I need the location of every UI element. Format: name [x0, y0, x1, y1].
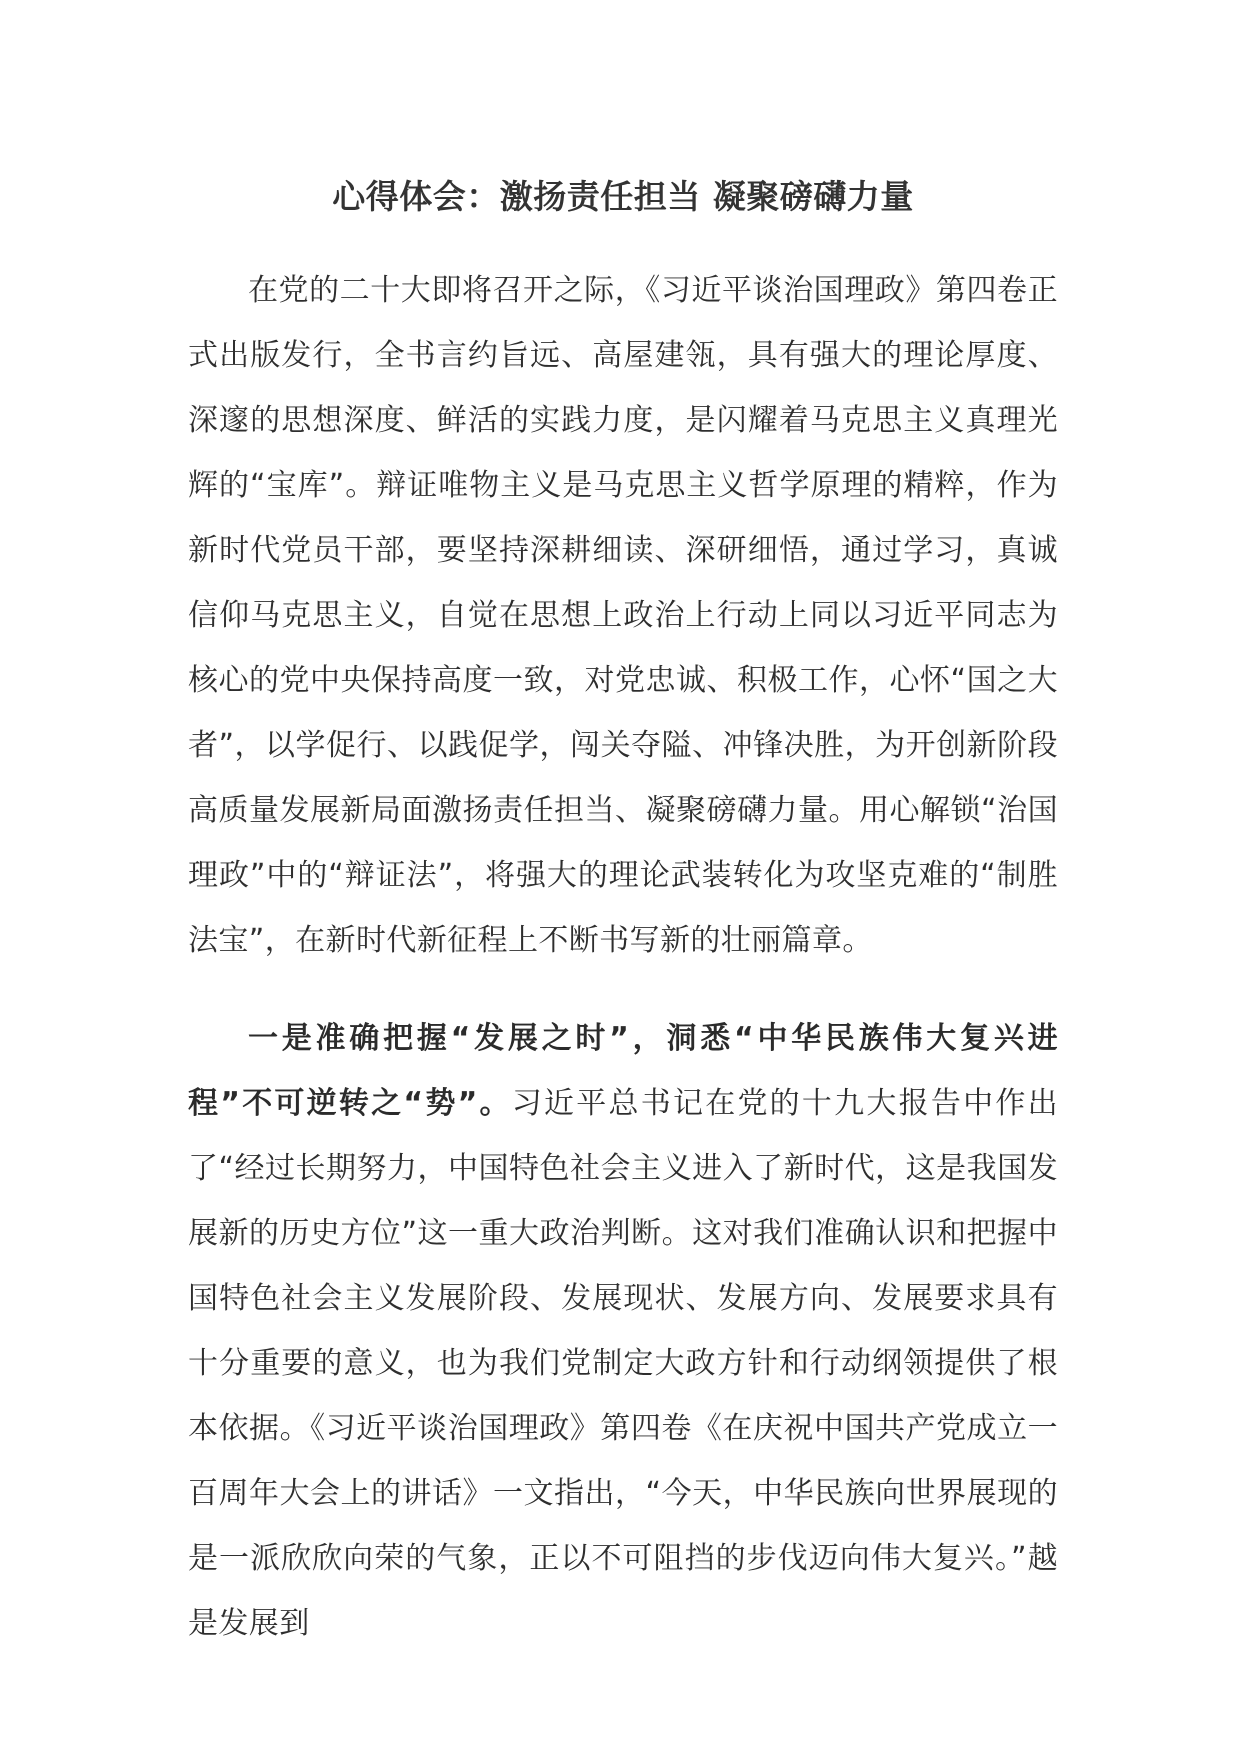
paragraph-point-one	[188, 1006, 1058, 1656]
document-title: 心得体会：激扬责任担当 凝聚磅礴力量	[332, 177, 914, 216]
paragraph-intro: 在党的二十大即将召开之际，《习近平谈治国理政》第四卷正式出版发行，全书言约旨远、高屋建瓴，具有强大的理论厚度、深邃的思想深度、鲜活的实践力度，是闪耀着马克思主义真理光辉的“宝库”。辩证唯物主义是马克思主义哲学原理的精粹，作为新时代党员干部，要坚持深耕细读、深研细悟，通过学习，真诚信仰马克思主义，自觉在思想上政治上行动上同以习近平同志为核心的党中央保持高度一致，对党忠诚、积极工作，心怀“国之大者”，以学促行、以践促学，闯关夺隘、冲锋决胜，为开创新阶段高质量发展新局面激扬责任担当、凝聚磅礴力量。用心解锁“治国理政”中的“辩证法”，将强大的理论武装转化为攻坚克难的“制胜法宝”，在新时代新征程上不断书写新的壮丽篇章。	[188, 273, 1058, 958]
paragraph-body-text: 习近平总书记在党的十九大报告中作出了“经过长期努力，中国特色社会主义进入了新时代，这是我国发展新的历史方位”这一重大政治判断。这对我们准确认识和把握中国特色社会主义发展阶段、发展现状、发展方向、发展要求具有十分重要的意义，也为我们党制定大政方针和行动纲领提供了根本依据。《习近平谈治国理政》第四卷《在庆祝中国共产党成立一百周年大会上的讲话》一文指出，“今天，中华民族向世界展现的是一派欣欣向荣的气象，正以不可阻挡的步伐迈向伟大复兴。”越是发展到	[188, 1086, 1058, 1641]
paragraph-lead-heading: 一是准确把握“发展之时”，洞悉“中华民族伟大复兴进程”不可逆转之“势”。	[188, 1021, 1058, 1121]
document-page	[188, 0, 1058, 1754]
